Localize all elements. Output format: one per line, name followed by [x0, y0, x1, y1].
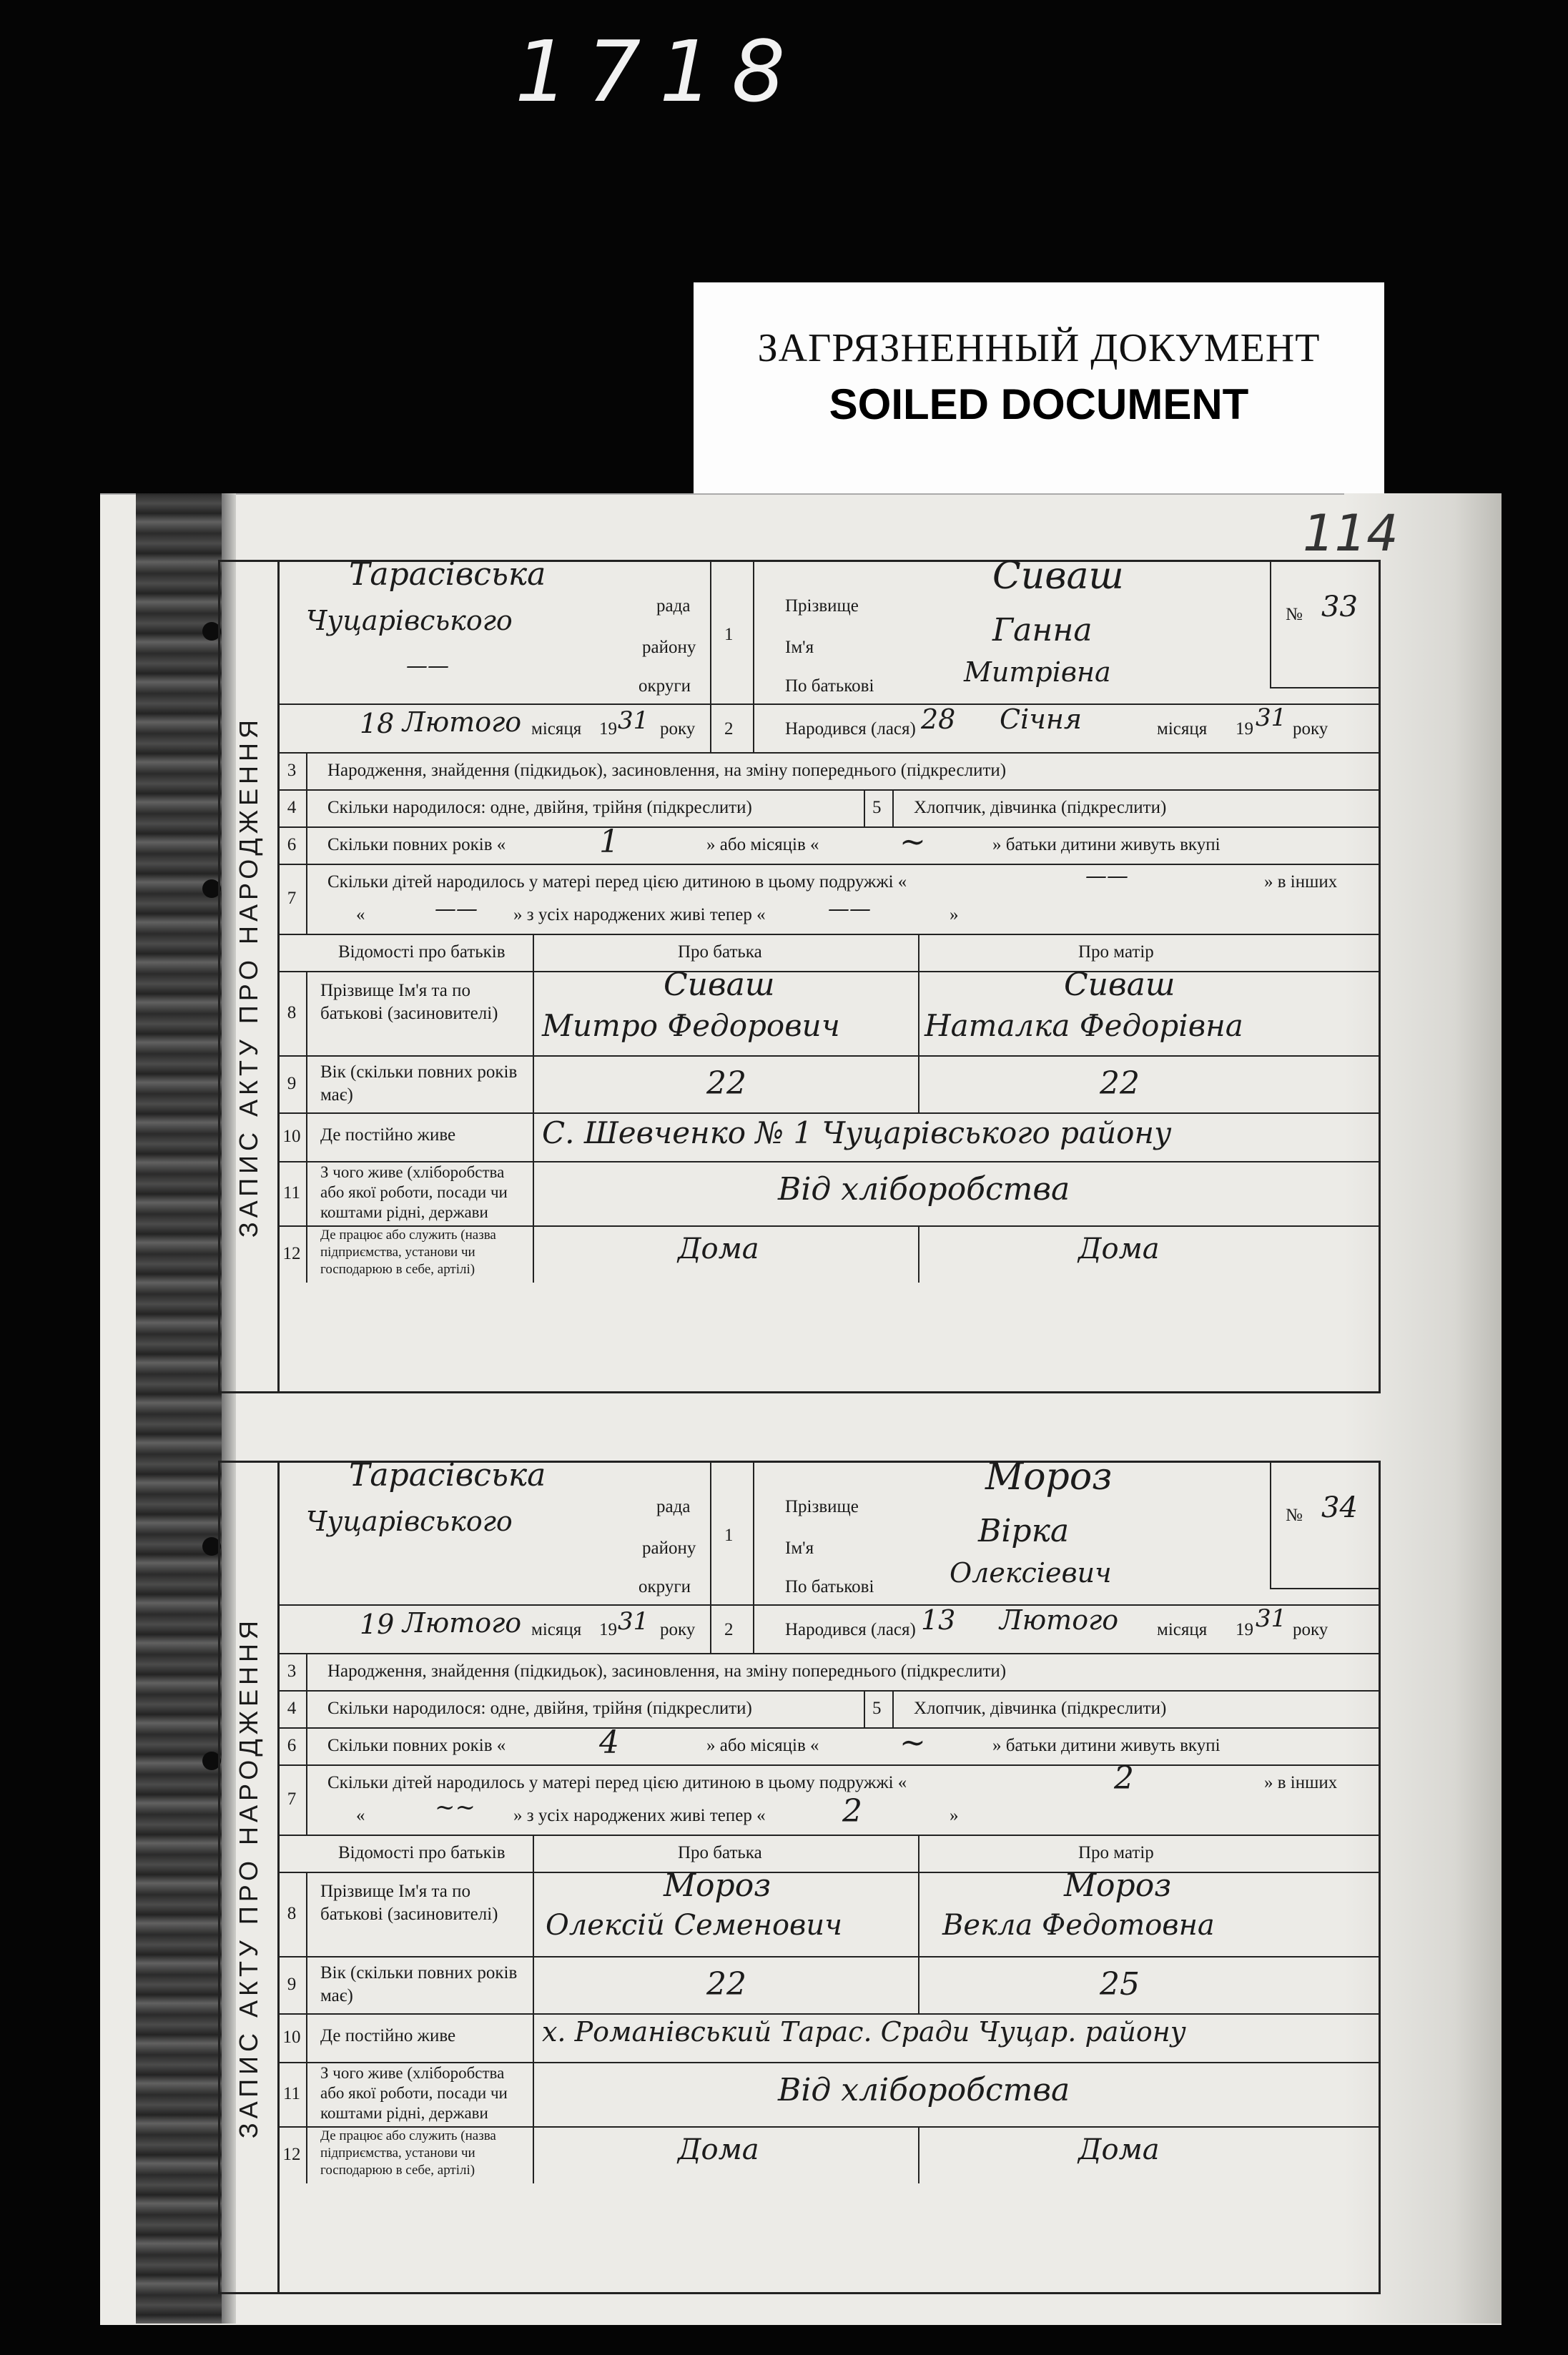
divider [533, 1835, 534, 1872]
patronymic-label: По батькові [785, 676, 874, 696]
birth-year: 31 [1256, 1604, 1287, 1633]
row-7-label-a: Скільки дітей народилось у матері перед цією дитиною в цьому подружжі « [327, 1773, 907, 1792]
row-10 [277, 2013, 1379, 2063]
birth-month: Лютого [1000, 1604, 1119, 1636]
soiled-document-label [694, 282, 1384, 495]
occupation: Від хліборобства [778, 2072, 1070, 2108]
surname-label: Прізвище [785, 1497, 859, 1516]
child-patronymic: Олексіевич [950, 1557, 1112, 1589]
divider [710, 1604, 711, 1653]
about-father-header: Про батька [678, 942, 762, 962]
birth-day: 13 [921, 1604, 956, 1636]
rada-value: Тарасівська [349, 1457, 546, 1494]
divider [918, 1835, 919, 1872]
row-number-5: 5 [872, 798, 882, 817]
row-number-3: 3 [277, 1653, 307, 1690]
divider [918, 1225, 919, 1283]
row-6-label-a: Скільки повних років « [327, 1736, 506, 1755]
row-number-11: 11 [277, 2062, 307, 2126]
years-together: 4 [599, 1724, 619, 1761]
divider [533, 1112, 534, 1161]
row-number-9: 9 [277, 1055, 307, 1112]
row-number-1: 1 [724, 625, 734, 644]
row-number-8: 8 [277, 971, 307, 1055]
row-3-label: Народження, знайдення (підкидьок), засиновлення, на зміну попереднього (підкреслити) [327, 1662, 1007, 1681]
row-number-1: 1 [724, 1526, 734, 1545]
row-12-label: Де працює або служить (назва підприємства, установи чи господарюю в себе, артілі) [320, 1228, 496, 1277]
vertical-title: ЗАПИС АКТУ ПРО НАРОДЖЕННЯ [234, 1616, 263, 2139]
row-7-label-b: » в інших [1264, 872, 1338, 892]
divider [533, 1956, 534, 2013]
row-6-label-a: Скільки повних років « [327, 835, 506, 854]
row-number-7: 7 [277, 864, 307, 934]
child-name: Ганна [992, 612, 1093, 648]
year-label: року [1293, 1620, 1328, 1639]
child-name: Вірка [978, 1513, 1070, 1549]
vertical-title-cell [220, 1463, 280, 2292]
row-7-label-d: » з усіх народжених живі тепер « [513, 1806, 766, 1825]
about-father-header: Про батька [678, 1843, 762, 1862]
years-together: 1 [599, 824, 619, 860]
row-4-label: Скільки народилося: одне, двійня, трійня (підкреслити) [327, 1699, 752, 1718]
parents-header-row [277, 1835, 1379, 1873]
parents-header: Відомості про батьків [338, 1843, 506, 1862]
mother-surname: Сиваш [1064, 967, 1175, 1003]
year-prefix: 19 [599, 719, 617, 739]
row-7-label-b: » в інших [1264, 1773, 1338, 1792]
surname-label: Прізвище [785, 596, 859, 616]
row-12 [277, 1225, 1379, 1388]
okrug-label: округи [638, 1577, 691, 1596]
year-prefix: 19 [599, 1620, 617, 1639]
father-surname: Сиваш [664, 967, 775, 1003]
father-age: 22 [706, 1966, 746, 2003]
okrug-value: —— [406, 653, 449, 678]
rayon-label: району [642, 638, 696, 657]
row-number-12: 12 [277, 1225, 307, 1283]
row-number-10: 10 [277, 1112, 307, 1161]
soiled-label-en: SOILED DOCUMENT [829, 380, 1249, 428]
father-work: Дома [678, 1233, 759, 1265]
divider [753, 1604, 754, 1653]
row-7-label-e: » [950, 1806, 959, 1825]
mother-age: 25 [1100, 1966, 1140, 2003]
row-number-9: 9 [277, 1956, 307, 2013]
child-surname: Сиваш [992, 555, 1124, 598]
soiled-label-ru: ЗАГРЯЗНЕННЫЙ ДОКУМЕНТ [757, 326, 1321, 370]
year-prefix: 19 [1236, 1620, 1253, 1639]
rayon-value: Чуцарівського [306, 1506, 513, 1537]
divider [753, 562, 754, 703]
rayon-label: району [642, 1539, 696, 1558]
patronymic-label: По батькові [785, 1577, 874, 1596]
registration-number: 33 [1321, 591, 1358, 623]
record-body [277, 555, 1379, 1391]
row-11 [277, 1161, 1379, 1227]
about-mother-header: Про матір [1078, 942, 1154, 962]
divider [710, 562, 711, 703]
year-label: року [660, 1620, 696, 1639]
rayon-value: Чуцарівського [306, 605, 513, 636]
divider [864, 1690, 865, 1727]
month-label: місяця [531, 1620, 582, 1639]
divider [918, 2126, 919, 2183]
row-11-label: З чого живе (хліборобства або якої роботи, посади чи коштами рідні, держави [320, 2064, 508, 2122]
mother-surname: Мороз [1064, 1867, 1172, 1904]
born-label: Народився (лася) [785, 1620, 916, 1639]
row-6 [277, 826, 1379, 865]
number-sign: № [1286, 1506, 1303, 1525]
birth-record-form [218, 555, 1381, 1393]
row-7-label-d: » з усіх народжених живі тепер « [513, 905, 766, 924]
row-11 [277, 2062, 1379, 2128]
registration-year: 31 [618, 1607, 649, 1636]
row-8 [277, 967, 1379, 1057]
divider [918, 1055, 919, 1112]
divider [533, 2013, 534, 2062]
occupation: Від хліборобства [778, 1171, 1070, 1208]
record-body [277, 1456, 1379, 2292]
row-8-label: Прізвище Ім'я та по батькові (засиновителі) [320, 981, 498, 1023]
prior-other: —— [435, 897, 478, 922]
child-patronymic: Митрівна [964, 656, 1111, 688]
registration-day: 18 [360, 708, 395, 739]
year-label: року [1293, 719, 1328, 739]
row-number-8: 8 [277, 1872, 307, 1956]
divider [753, 703, 754, 752]
father-name: Митро Федорович [542, 1008, 840, 1043]
row-6-label-b: » або місяців « [706, 1736, 819, 1755]
mother-age: 22 [1100, 1065, 1140, 1102]
row-6-label-b: » або місяців « [706, 835, 819, 854]
row-12-label: Де працює або служить (назва підприємства, установи чи господарюю в себе, артілі) [320, 2128, 496, 2178]
registration-number: 34 [1321, 1491, 1358, 1524]
row-4-label: Скільки народилося: одне, двійня, трійня (підкреслити) [327, 798, 752, 817]
row-number-11: 11 [277, 1161, 307, 1225]
born-label: Народився (лася) [785, 719, 916, 739]
row-7-label-c: « [356, 905, 365, 924]
date-row [277, 1604, 1379, 1654]
header-row [277, 1456, 1379, 1606]
divider [918, 1956, 919, 2013]
prior-other: ~~ [435, 1793, 475, 1822]
registration-number-box [1270, 562, 1379, 688]
film-number: 1718 [515, 22, 804, 121]
name-label: Ім'я [785, 638, 814, 657]
about-mother-header: Про матір [1078, 1843, 1154, 1862]
rada-label: рада [656, 596, 691, 616]
row-number-4: 4 [277, 1690, 307, 1727]
row-4 [277, 789, 1379, 828]
binding-strip [136, 493, 229, 2324]
header-row [277, 555, 1379, 705]
row-9 [277, 1956, 1379, 2015]
row-7-label-e: » [950, 905, 959, 924]
row-5-label: Хлопчик, дівчинка (підкреслити) [914, 798, 1167, 817]
residence: х. Романівський Тарас. Сради Чуцар. району [542, 2016, 1186, 2048]
divider [533, 934, 534, 971]
row-10 [277, 1112, 1379, 1162]
date-row [277, 703, 1379, 754]
page-number: 114 [1303, 504, 1399, 563]
number-sign: № [1286, 605, 1303, 624]
registration-month: Лютого [403, 1607, 522, 1639]
divider [918, 934, 919, 971]
divider [533, 1225, 534, 1283]
row-3 [277, 1653, 1379, 1692]
divider [892, 1690, 894, 1727]
father-work: Дома [678, 2133, 759, 2166]
row-10-label: Де постійно живе [320, 1125, 456, 1145]
vertical-title: ЗАПИС АКТУ ПРО НАРОДЖЕННЯ [234, 715, 263, 1238]
birth-month: Січня [1000, 703, 1083, 735]
prior-children: 2 [1114, 1760, 1134, 1797]
month-label: місяця [1157, 719, 1208, 739]
row-9-label: Вік (скільки повних років має) [320, 1062, 518, 1105]
alive-now: —— [828, 897, 871, 922]
mother-work: Дома [1078, 2133, 1160, 2166]
row-6 [277, 1724, 1379, 1766]
row-number-7: 7 [277, 1764, 307, 1835]
registration-day: 19 [360, 1609, 395, 1640]
row-number-10: 10 [277, 2013, 307, 2062]
divider [533, 1161, 534, 1225]
divider [533, 971, 534, 1055]
row-10-label: Де постійно живе [320, 2026, 456, 2045]
birth-year: 31 [1256, 703, 1287, 732]
vertical-title-cell [220, 562, 280, 1391]
registration-month: Лютого [403, 706, 522, 738]
child-surname: Мороз [985, 1456, 1113, 1499]
mother-name: Наталка Федорівна [924, 1008, 1243, 1043]
row-6-label-c: » батьки дитини живуть вкупі [992, 1736, 1221, 1755]
divider [864, 789, 865, 826]
divider [710, 703, 711, 752]
father-age: 22 [706, 1065, 746, 1102]
row-7-label-a: Скільки дітей народилось у матері перед цією дитиною в цьому подружжі « [327, 872, 907, 892]
row-number-2: 2 [724, 1620, 734, 1639]
divider [892, 789, 894, 826]
row-11-label: З чого живе (хліборобства або якої роботи, посади чи коштами рідні, держави [320, 1163, 508, 1221]
registration-year: 31 [618, 706, 649, 735]
row-8-label: Прізвище Ім'я та по батькові (засиновителі) [320, 1882, 498, 1924]
registration-number-box [1270, 1463, 1379, 1589]
row-6-label-c: » батьки дитини живуть вкупі [992, 835, 1221, 854]
months-together: ~ [899, 1724, 926, 1761]
row-number-6: 6 [277, 826, 307, 864]
row-number-3: 3 [277, 752, 307, 789]
row-3 [277, 752, 1379, 791]
months-together: ~ [899, 824, 926, 860]
parents-header: Відомості про батьків [338, 942, 506, 962]
row-7-label-c: « [356, 1806, 365, 1825]
name-label: Ім'я [785, 1539, 814, 1558]
parents-header-row [277, 934, 1379, 972]
divider [533, 1055, 534, 1112]
divider [533, 1872, 534, 1956]
row-number-12: 12 [277, 2126, 307, 2183]
okrug-label: округи [638, 676, 691, 696]
row-4 [277, 1690, 1379, 1729]
row-5-label: Хлопчик, дівчинка (підкреслити) [914, 1699, 1167, 1718]
rada-label: рада [656, 1497, 691, 1516]
row-number-5: 5 [872, 1699, 882, 1718]
divider [533, 2062, 534, 2126]
alive-now: 2 [842, 1793, 862, 1830]
birth-record-form [218, 1456, 1381, 2294]
divider [533, 2126, 534, 2183]
father-surname: Мороз [664, 1867, 771, 1904]
month-label: місяця [1157, 1620, 1208, 1639]
year-label: року [660, 719, 696, 739]
month-label: місяця [531, 719, 582, 739]
row-8 [277, 1867, 1379, 1957]
divider [918, 971, 919, 1055]
divider [710, 1463, 711, 1604]
year-prefix: 19 [1236, 719, 1253, 739]
row-9-label: Вік (скільки повних років має) [320, 1963, 518, 2005]
row-3-label: Народження, знайдення (підкидьок), засиновлення, на зміну попереднього (підкреслити) [327, 761, 1007, 780]
residence: С. Шевченко № 1 Чуцарівського району [542, 1115, 1172, 1150]
row-7 [277, 1760, 1379, 1836]
birth-day: 28 [921, 703, 956, 735]
row-number-6: 6 [277, 1727, 307, 1764]
mother-work: Дома [1078, 1233, 1160, 1265]
row-7 [277, 864, 1379, 935]
divider [918, 1872, 919, 1956]
row-number-4: 4 [277, 789, 307, 826]
prior-children: —— [1085, 864, 1128, 889]
row-9 [277, 1055, 1379, 1114]
divider [753, 1463, 754, 1604]
rada-value: Тарасівська [349, 556, 546, 593]
father-name: Олексій Семенович [546, 1909, 842, 1942]
mother-name: Векла Федотовна [942, 1909, 1215, 1942]
row-number-2: 2 [724, 719, 734, 739]
row-12 [277, 2126, 1379, 2289]
